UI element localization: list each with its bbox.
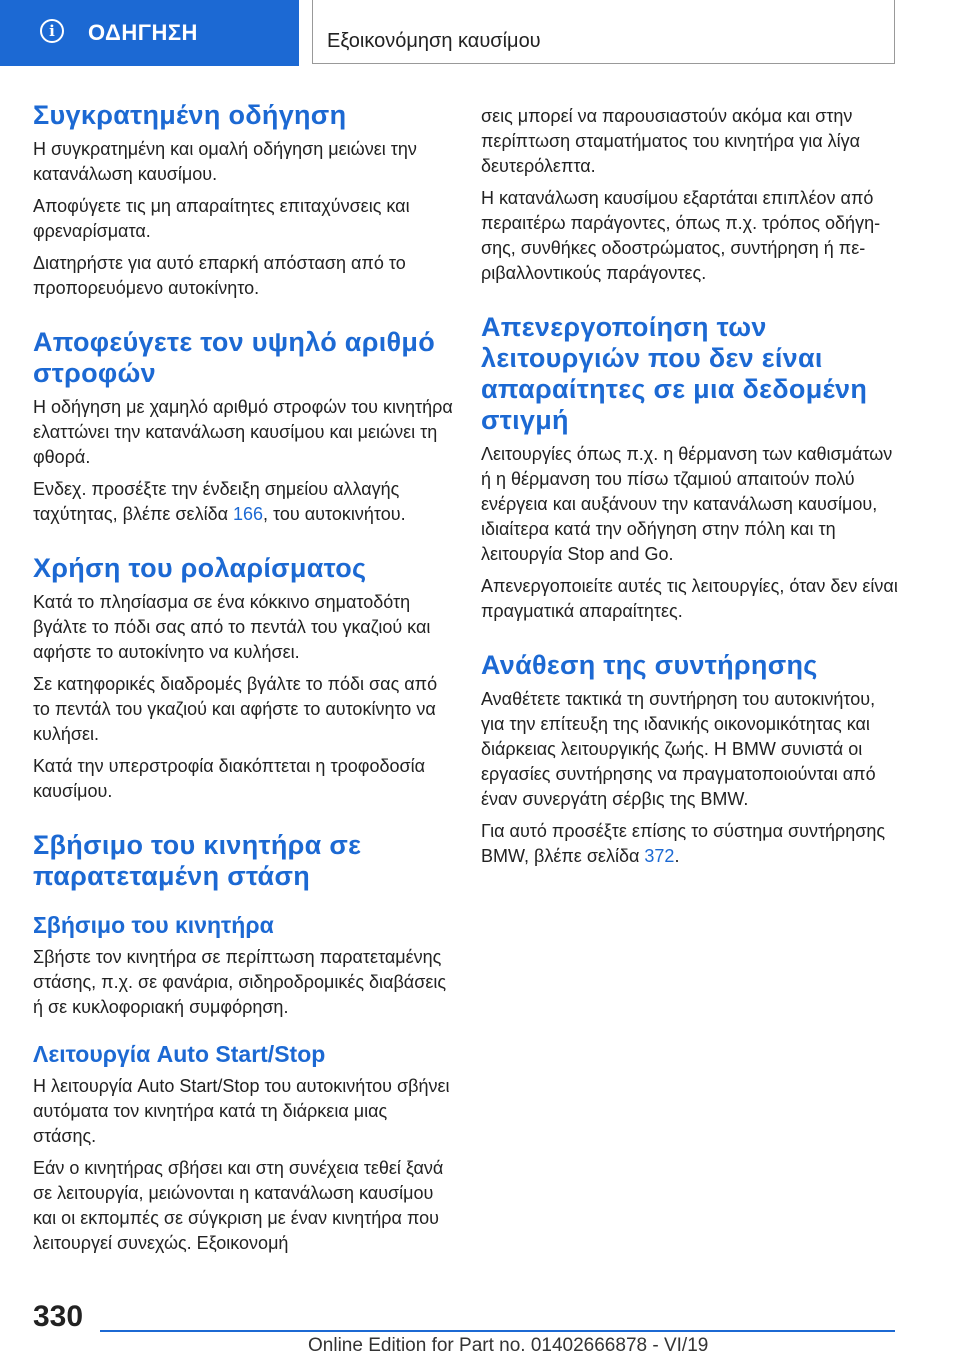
heading-restrained-driving: Συγκρατημένη οδήγηση — [33, 100, 347, 130]
heading-coasting: Χρήση του ρολαρίσματος — [33, 553, 367, 583]
paragraph: Η κατανάλωση καυσίμου εξαρτάται επιπλέον από περαιτέρω παράγοντες, όπως π.χ. τρόπος οδήγησης, συνθήκες οδοστρώματος, συντήρηση ή περιβαλλοντικούς παράγοντες. — [481, 188, 881, 283]
right-column — [481, 104, 901, 876]
text: . — [674, 846, 680, 866]
page-number: 330 — [33, 1300, 84, 1333]
section-title: Εξοικονόμηση καυσίμου — [327, 30, 541, 52]
paragraph: Η συγκρατημένη και ομαλή οδήγηση μειώνει την κατανάλωση καυσίμου. — [33, 139, 417, 184]
page-link-166[interactable]: 166 — [233, 504, 264, 524]
paragraph: Κατά την υπερστροφία διακόπτεται η τροφοδοσία καυσίμου. — [33, 756, 426, 801]
left-column — [33, 100, 453, 1263]
paragraph-service-system — [481, 819, 901, 869]
paragraph: Αποφύγετε τις μη απαραίτητες επιταχύνσεις και φρεναρίσματα. — [33, 196, 410, 241]
paragraph: Διατηρήστε για αυτό επαρκή απόσταση από το προπορευόμενο αυτοκίνητο. — [33, 253, 406, 298]
chapter-tab-label: ΟΔΗΓΗΣΗ — [88, 20, 198, 45]
subheading-engine-off: Σβήσιμο του κινητήρα — [33, 912, 274, 938]
paragraph-shift-indicator — [33, 477, 453, 527]
heading-disable-unneeded-functions: Απενεργοποίηση των λειτουργιών που δεν είναι απαραίτητες σε μια δεδομένη στιγμή — [481, 312, 868, 435]
paragraph: Αναθέτετε τακτικά τη συντήρηση του αυτοκινήτου, για την επίτευξη της ιδανικής οικονομικότητας και διάρκειας λειτουργικής ζωής. Η BMW συνιστά οι εργασίες συντήρησης να πραγματοποιούνται από έναν συνεργάτη σέρβις της BMW. — [481, 689, 876, 809]
subheading-auto-start-stop: Λειτουργία Auto Start/Stop — [33, 1041, 326, 1067]
heading-engine-off-long-stop: Σβήσιμο του κινητήρα σε παρατεταμένη στάση — [33, 830, 362, 891]
info-icon: i — [40, 19, 64, 43]
section-title-box — [312, 0, 895, 64]
paragraph: Η οδήγηση με χαμηλό αριθμό στροφών του κινητήρα ελαττώνει την κατανάλωση καυσίμου και μειώνει τη φθορά. — [33, 397, 453, 467]
paragraph: Η λειτουργία Auto Start/Stop του αυτοκινήτου σβήνει αυτόματα τον κινητήρα κατά τη διάρκεια μιας στάσης. — [33, 1076, 450, 1146]
heading-avoid-high-rpm: Αποφεύγετε τον υψηλό αριθμό στροφών — [33, 327, 435, 388]
footer-edition: Online Edition for Part no. 01402666878 - VI/19 — [308, 1335, 709, 1356]
page-header — [0, 0, 960, 66]
paragraph: Εάν ο κινητήρας σβήσει και στη συνέχεια τεθεί ξανά σε λειτουργία, μειώνονται η κατανάλωση καυσίμου και οι εκπομπές σε σύγκριση με έναν κινητήρα που λειτουργεί συνεχώς. Εξοικονομή — [33, 1158, 444, 1253]
footer-divider — [100, 1330, 895, 1332]
text: Για αυτό προσέξτε επίσης το σύστημα συντήρησης BMW, βλέπε σελίδα — [481, 821, 886, 866]
heading-maintenance: Ανάθεση της συντήρησης — [481, 650, 818, 680]
paragraph: σεις μπορεί να παρουσιαστούν ακόμα και στην περίπτωση σταματήματος του κινητήρα για λίγα δευτερόλεπτα. — [481, 106, 861, 176]
paragraph: Σε κατηφορικές διαδρομές βγάλτε το πόδι σας από το πεντάλ του γκαζιού και αφήστε το αυτοκίνητο να κυλήσει. — [33, 674, 438, 744]
paragraph: Απενεργοποιείτε αυτές τις λειτουργίες, όταν δεν είναι πραγματικά απαραίτητες. — [481, 576, 898, 621]
text: , του αυτοκινήτου. — [263, 504, 406, 524]
chapter-tab[interactable] — [0, 0, 299, 66]
text: Ενδεχ. προσέξτε την ένδειξη σημείου αλλαγής ταχύτητας, βλέπε σελίδα — [33, 479, 400, 524]
paragraph: Σβήστε τον κινητήρα σε περίπτωση παρατεταμένης στάσης, π.χ. σε φανάρια, σιδηροδρομικές διαβάσεις ή σε κυκλοφοριακή συμφόρηση. — [33, 947, 447, 1017]
paragraph: Λειτουργίες όπως π.χ. η θέρμανση των καθισμάτων ή η θέρμανση του πίσω τζαμιού απαιτούν πολύ ενέργεια και αυξάνουν την κατανάλωση καυσίμου, ιδιαίτερα κατά την οδήγηση στην πόλη και τη λειτουργία Stop and Go. — [481, 444, 893, 564]
paragraph: Κατά το πλησίασμα σε ένα κόκκινο σηματοδότη βγάλτε το πόδι σας από το πεντάλ του γκαζιού και αφήστε το αυτοκίνητο να κυλήσει. — [33, 592, 431, 662]
page-link-372[interactable]: 372 — [644, 846, 675, 866]
